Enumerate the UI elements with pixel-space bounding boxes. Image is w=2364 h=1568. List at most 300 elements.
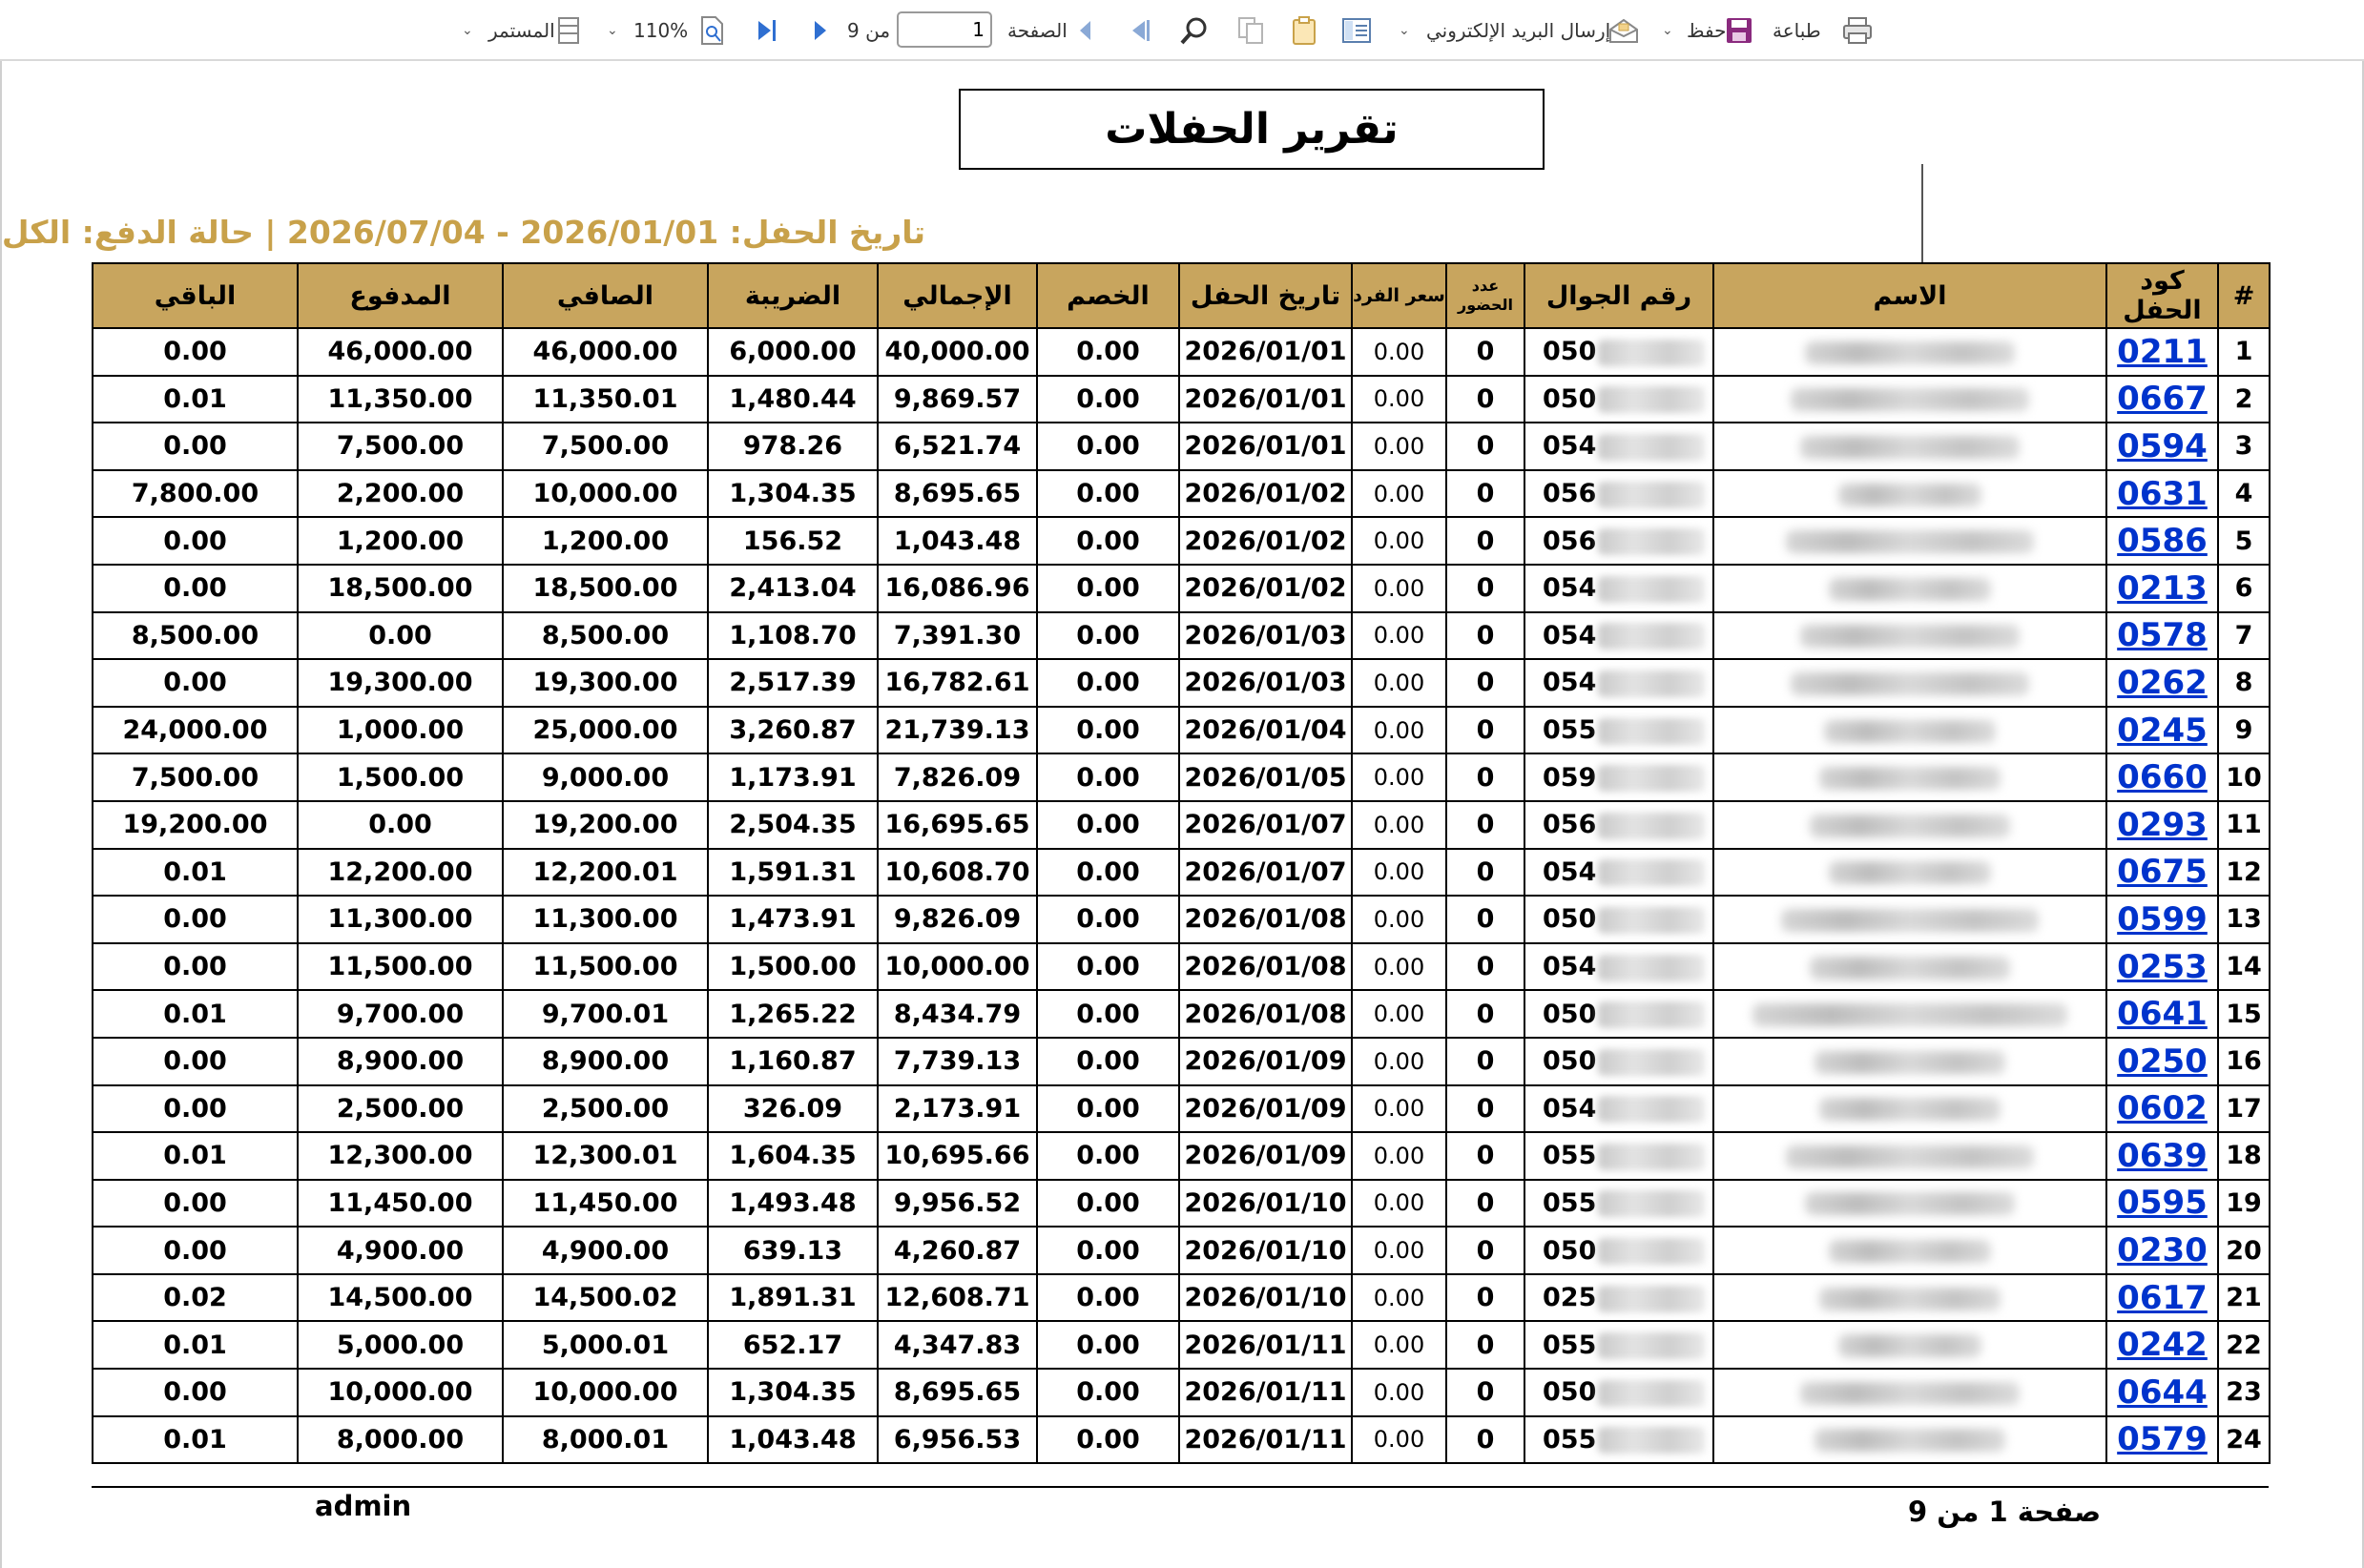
tax-amount-cell: 156.52 <box>708 517 878 565</box>
party-date-cell: 2026/01/07 <box>1179 801 1352 849</box>
total-amount-cell: 7,391.30 <box>878 612 1037 660</box>
net-amount-cell: 9,700.01 <box>503 990 708 1038</box>
party-code-link-cell[interactable] <box>2106 896 2218 943</box>
net-amount-cell: 12,300.01 <box>503 1132 708 1180</box>
redacted-name-blur <box>1819 1098 2001 1121</box>
total-amount-cell: 1,043.48 <box>878 517 1037 565</box>
page-label: الصفحة <box>1007 19 1068 42</box>
party-code-link-cell[interactable] <box>2106 376 2218 423</box>
party-code-link[interactable]: 0579 <box>2117 1420 2208 1459</box>
party-code-link[interactable]: 0644 <box>2117 1372 2208 1412</box>
customer-name-redacted-cell <box>1713 565 2106 612</box>
total-amount-cell: 10,000.00 <box>878 943 1037 991</box>
table-row <box>93 801 2270 849</box>
attendance-count-cell: 0 <box>1446 612 1524 660</box>
discount-cell: 0.00 <box>1037 470 1179 518</box>
row-number-cell: 9 <box>2218 707 2270 754</box>
total-amount-cell: 21,739.13 <box>878 707 1037 754</box>
party-code-link-cell[interactable] <box>2106 1369 2218 1416</box>
tax-amount-cell: 1,480.44 <box>708 376 878 423</box>
row-number-cell: 4 <box>2218 470 2270 518</box>
row-number-cell: 19 <box>2218 1180 2270 1228</box>
phone-number-cell <box>1524 1416 1713 1464</box>
phone-number-cell <box>1524 1085 1713 1133</box>
customer-name-redacted-cell <box>1713 753 2106 801</box>
party-code-link[interactable]: 0578 <box>2117 616 2208 655</box>
table-row <box>93 1085 2270 1133</box>
table-row <box>93 517 2270 565</box>
tax-amount-cell: 1,160.87 <box>708 1038 878 1085</box>
table-row <box>93 1321 2270 1369</box>
redacted-name-blur <box>1805 1192 2015 1215</box>
redacted-phone-blur <box>1598 718 1705 745</box>
phone-prefix: 056 <box>1543 526 1597 556</box>
toggle-sidebar-icon[interactable] <box>1341 0 1372 61</box>
redacted-phone-blur <box>1598 1380 1705 1407</box>
party-code-link[interactable]: 0639 <box>2117 1136 2208 1175</box>
party-code-link-cell[interactable] <box>2106 1180 2218 1228</box>
unit-price-cell: 0.00 <box>1352 470 1446 518</box>
party-code-link-cell[interactable] <box>2106 517 2218 565</box>
redacted-name-blur <box>1838 484 1981 506</box>
redacted-phone-blur <box>1598 1001 1705 1028</box>
tax-amount-cell: 2,413.04 <box>708 565 878 612</box>
redacted-phone-blur <box>1598 623 1705 650</box>
tax-amount-cell: 2,517.39 <box>708 659 878 707</box>
discount-cell: 0.00 <box>1037 612 1179 660</box>
party-code-link[interactable]: 0675 <box>2117 853 2208 892</box>
party-date-cell: 2026/01/02 <box>1179 470 1352 518</box>
phone-number-cell <box>1524 1321 1713 1369</box>
redacted-name-blur <box>1814 1051 2005 1074</box>
table-row <box>93 896 2270 943</box>
party-code-link[interactable]: 0594 <box>2117 426 2208 465</box>
party-code-link-cell[interactable] <box>2106 1274 2218 1322</box>
email-dropdown-chevron-icon[interactable]: ⌄ <box>1399 23 1410 38</box>
customer-name-redacted-cell <box>1713 376 2106 423</box>
party-code-link-cell[interactable] <box>2106 612 2218 660</box>
unit-price-cell: 0.00 <box>1352 423 1446 470</box>
total-amount-cell: 4,260.87 <box>878 1227 1037 1274</box>
unit-price-cell: 0.00 <box>1352 1369 1446 1416</box>
unit-price-cell: 0.00 <box>1352 1085 1446 1133</box>
unit-price-cell: 0.00 <box>1352 849 1446 897</box>
unit-price-cell: 0.00 <box>1352 612 1446 660</box>
redacted-phone-blur <box>1598 576 1705 603</box>
attendance-count-cell: 0 <box>1446 376 1524 423</box>
save-button[interactable]: حفظ <box>1687 19 1727 42</box>
net-amount-cell: 8,900.00 <box>503 1038 708 1085</box>
phone-prefix: 025 <box>1543 1283 1597 1313</box>
phone-prefix: 059 <box>1543 762 1597 793</box>
row-number-cell: 2 <box>2218 376 2270 423</box>
discount-cell: 0.00 <box>1037 517 1179 565</box>
row-number-cell: 11 <box>2218 801 2270 849</box>
customer-name-redacted-cell <box>1713 990 2106 1038</box>
phone-prefix: 055 <box>1543 1330 1597 1360</box>
phone-prefix: 054 <box>1543 952 1597 982</box>
attendance-count-cell: 0 <box>1446 849 1524 897</box>
net-amount-cell: 2,500.00 <box>503 1085 708 1133</box>
phone-number-cell <box>1524 423 1713 470</box>
attendance-count-cell: 0 <box>1446 896 1524 943</box>
header-total: الإجمالي <box>878 263 1037 328</box>
phone-number-cell <box>1524 801 1713 849</box>
party-date-cell: 2026/01/09 <box>1179 1085 1352 1133</box>
party-code-link[interactable]: 0211 <box>2117 332 2208 371</box>
total-amount-cell: 16,782.61 <box>878 659 1037 707</box>
zoom-level-select[interactable]: 110% <box>633 19 689 42</box>
party-code-link-cell[interactable] <box>2106 1038 2218 1085</box>
redacted-phone-blur <box>1598 386 1705 413</box>
unit-price-cell: 0.00 <box>1352 896 1446 943</box>
copy-icon[interactable] <box>1236 0 1265 61</box>
remaining-amount-cell: 0.00 <box>93 517 298 565</box>
unit-price-cell: 0.00 <box>1352 753 1446 801</box>
header-net: الصافي <box>503 263 708 328</box>
header-date: تاريخ الحفل <box>1179 263 1352 328</box>
row-number-cell: 8 <box>2218 659 2270 707</box>
party-code-link-cell[interactable] <box>2106 1227 2218 1274</box>
phone-prefix: 055 <box>1543 1141 1597 1171</box>
table-body <box>93 328 2270 1463</box>
redacted-phone-blur <box>1598 1096 1705 1123</box>
page-view-icon[interactable] <box>556 0 581 61</box>
phone-prefix: 056 <box>1543 810 1597 840</box>
redacted-phone-blur <box>1598 1049 1705 1076</box>
customer-name-redacted-cell <box>1713 849 2106 897</box>
party-code-link[interactable]: 0602 <box>2117 1089 2208 1128</box>
unit-price-cell: 0.00 <box>1352 1321 1446 1369</box>
page-number-input[interactable] <box>897 11 992 48</box>
party-code-link-cell[interactable] <box>2106 753 2218 801</box>
attendance-count-cell: 0 <box>1446 1180 1524 1228</box>
table-row <box>93 565 2270 612</box>
redacted-name-blur <box>1814 1429 2005 1452</box>
attendance-count-cell: 0 <box>1446 659 1524 707</box>
tax-amount-cell: 1,043.48 <box>708 1416 878 1464</box>
save-dropdown-chevron-icon[interactable]: ⌄ <box>1662 23 1673 38</box>
party-code-link-cell[interactable] <box>2106 707 2218 754</box>
remaining-amount-cell: 0.00 <box>93 896 298 943</box>
attendance-count-cell: 0 <box>1446 470 1524 518</box>
table-row <box>93 753 2270 801</box>
redacted-name-blur <box>1810 957 2010 980</box>
row-number-cell: 20 <box>2218 1227 2270 1274</box>
party-code-link[interactable]: 0213 <box>2117 568 2208 608</box>
party-code-link[interactable]: 0660 <box>2117 758 2208 797</box>
party-code-link-cell[interactable] <box>2106 801 2218 849</box>
table-row <box>93 376 2270 423</box>
header-unit-price: سعر الفرد <box>1352 263 1446 328</box>
phone-number-cell <box>1524 470 1713 518</box>
header-tax: الضريبة <box>708 263 878 328</box>
unit-price-cell: 0.00 <box>1352 328 1446 376</box>
page-count-label: من 9 <box>847 19 891 42</box>
phone-number-cell <box>1524 328 1713 376</box>
redacted-name-blur <box>1786 530 2034 553</box>
total-amount-cell: 16,086.96 <box>878 565 1037 612</box>
discount-cell: 0.00 <box>1037 1180 1179 1228</box>
net-amount-cell: 14,500.02 <box>503 1274 708 1322</box>
table-row <box>93 659 2270 707</box>
first-page-icon[interactable] <box>1128 0 1152 61</box>
report-filter-summary: تاريخ الحفل: 2026/01/01 - 2026/07/04 | حالة الدفع: الكل <box>1 214 925 251</box>
party-code-link-cell[interactable] <box>2106 328 2218 376</box>
header-phone: رقم الجوال <box>1524 263 1713 328</box>
tax-amount-cell: 326.09 <box>708 1085 878 1133</box>
party-code-link-cell[interactable] <box>2106 659 2218 707</box>
party-date-cell: 2026/01/11 <box>1179 1369 1352 1416</box>
party-code-link[interactable]: 0262 <box>2117 663 2208 702</box>
remaining-amount-cell: 0.02 <box>93 1274 298 1322</box>
remaining-amount-cell: 0.00 <box>93 1369 298 1416</box>
discount-cell: 0.00 <box>1037 1132 1179 1180</box>
party-code-link[interactable]: 0586 <box>2117 522 2208 561</box>
table-row <box>93 1369 2270 1416</box>
redacted-name-blur <box>1829 861 1991 884</box>
party-date-cell: 2026/01/08 <box>1179 943 1352 991</box>
party-code-link-cell[interactable] <box>2106 1132 2218 1180</box>
discount-cell: 0.00 <box>1037 1321 1179 1369</box>
tax-amount-cell: 1,493.48 <box>708 1180 878 1228</box>
paid-amount-cell: 11,450.00 <box>298 1180 503 1228</box>
phone-number-cell <box>1524 707 1713 754</box>
customer-name-redacted-cell <box>1713 1132 2106 1180</box>
tax-amount-cell: 3,260.87 <box>708 707 878 754</box>
total-amount-cell: 4,347.83 <box>878 1321 1037 1369</box>
attendance-count-cell: 0 <box>1446 1227 1524 1274</box>
attendance-count-cell: 0 <box>1446 517 1524 565</box>
remaining-amount-cell: 0.00 <box>93 1038 298 1085</box>
party-date-cell: 2026/01/01 <box>1179 328 1352 376</box>
net-amount-cell: 1,200.00 <box>503 517 708 565</box>
party-code-link[interactable]: 0599 <box>2117 899 2208 939</box>
remaining-amount-cell: 0.00 <box>93 659 298 707</box>
total-amount-cell: 12,608.71 <box>878 1274 1037 1322</box>
attendance-count-cell: 0 <box>1446 1038 1524 1085</box>
party-code-link[interactable]: 0641 <box>2117 995 2208 1034</box>
phone-prefix: 050 <box>1543 1046 1597 1077</box>
customer-name-redacted-cell <box>1713 1416 2106 1464</box>
party-date-cell: 2026/01/02 <box>1179 565 1352 612</box>
table-row <box>93 849 2270 897</box>
net-amount-cell: 11,500.00 <box>503 943 708 991</box>
party-code-link-cell[interactable] <box>2106 1416 2218 1464</box>
party-code-link[interactable]: 0595 <box>2117 1184 2208 1223</box>
party-code-link-cell[interactable] <box>2106 943 2218 991</box>
email-icon[interactable] <box>1607 0 1640 61</box>
redacted-phone-blur <box>1598 813 1705 839</box>
redacted-name-blur <box>1786 1145 2034 1168</box>
customer-name-redacted-cell <box>1713 1085 2106 1133</box>
party-code-link-cell[interactable] <box>2106 990 2218 1038</box>
tax-amount-cell: 1,265.22 <box>708 990 878 1038</box>
attendance-count-cell: 0 <box>1446 565 1524 612</box>
tax-amount-cell: 639.13 <box>708 1227 878 1274</box>
remaining-amount-cell: 24,000.00 <box>93 707 298 754</box>
report-title: تقرير الحفلات <box>959 89 1545 170</box>
discount-cell: 0.00 <box>1037 943 1179 991</box>
redacted-name-blur <box>1829 1240 1991 1263</box>
paste-icon[interactable] <box>1291 0 1317 61</box>
unit-price-cell: 0.00 <box>1352 376 1446 423</box>
paid-amount-cell: 11,350.00 <box>298 376 503 423</box>
header-name: الاسم <box>1713 263 2106 328</box>
party-code-link-cell[interactable] <box>2106 470 2218 518</box>
remaining-amount-cell: 0.01 <box>93 1416 298 1464</box>
customer-name-redacted-cell <box>1713 896 2106 943</box>
party-date-cell: 2026/01/03 <box>1179 612 1352 660</box>
tax-amount-cell: 1,891.31 <box>708 1274 878 1322</box>
discount-cell: 0.00 <box>1037 565 1179 612</box>
party-code-link-cell[interactable] <box>2106 1321 2218 1369</box>
table-row <box>93 1180 2270 1228</box>
row-number-cell: 13 <box>2218 896 2270 943</box>
header-code: كود الحفل <box>2106 263 2218 328</box>
table-row <box>93 707 2270 754</box>
phone-prefix: 050 <box>1543 1235 1597 1266</box>
header-num: # <box>2218 263 2270 328</box>
paid-amount-cell: 1,000.00 <box>298 707 503 754</box>
net-amount-cell: 4,900.00 <box>503 1227 708 1274</box>
party-date-cell: 2026/01/08 <box>1179 896 1352 943</box>
next-page-icon[interactable] <box>811 0 830 61</box>
redacted-phone-blur <box>1598 859 1705 886</box>
party-code-link-cell[interactable] <box>2106 565 2218 612</box>
party-code-link[interactable]: 0253 <box>2117 947 2208 986</box>
total-amount-cell: 9,869.57 <box>878 376 1037 423</box>
view-mode-select[interactable]: المستمر <box>488 19 555 42</box>
table-row <box>93 328 2270 376</box>
paid-amount-cell: 4,900.00 <box>298 1227 503 1274</box>
discount-cell: 0.00 <box>1037 1038 1179 1085</box>
footer-username: admin <box>315 1490 412 1522</box>
total-amount-cell: 6,956.53 <box>878 1416 1037 1464</box>
party-code-link[interactable]: 0293 <box>2117 805 2208 844</box>
tax-amount-cell: 1,604.35 <box>708 1132 878 1180</box>
discount-cell: 0.00 <box>1037 376 1179 423</box>
row-number-cell: 16 <box>2218 1038 2270 1085</box>
party-date-cell: 2026/01/07 <box>1179 849 1352 897</box>
header-discount: الخصم <box>1037 263 1179 328</box>
paid-amount-cell: 11,300.00 <box>298 896 503 943</box>
phone-number-cell <box>1524 943 1713 991</box>
zoom-dropdown-chevron-icon[interactable]: ⌄ <box>607 23 618 38</box>
party-code-link-cell[interactable] <box>2106 849 2218 897</box>
party-date-cell: 2026/01/09 <box>1179 1038 1352 1085</box>
phone-number-cell <box>1524 517 1713 565</box>
party-date-cell: 2026/01/03 <box>1179 659 1352 707</box>
paid-amount-cell: 8,000.00 <box>298 1416 503 1464</box>
redacted-phone-blur <box>1598 907 1705 934</box>
header-remaining: الباقي <box>93 263 298 328</box>
customer-name-redacted-cell <box>1713 517 2106 565</box>
net-amount-cell: 5,000.01 <box>503 1321 708 1369</box>
search-icon[interactable] <box>1179 0 1210 61</box>
phone-number-cell <box>1524 376 1713 423</box>
redacted-phone-blur <box>1598 482 1705 508</box>
tax-amount-cell: 2,504.35 <box>708 801 878 849</box>
phone-prefix: 054 <box>1543 668 1597 698</box>
attendance-count-cell: 0 <box>1446 1416 1524 1464</box>
redacted-phone-blur <box>1598 1144 1705 1170</box>
send-email-button[interactable]: إرسال البريد الإلكتروني <box>1426 19 1611 42</box>
unit-price-cell: 0.00 <box>1352 943 1446 991</box>
unit-price-cell: 0.00 <box>1352 990 1446 1038</box>
party-code-link-cell[interactable] <box>2106 1085 2218 1133</box>
table-row <box>93 990 2270 1038</box>
party-code-link[interactable]: 0617 <box>2117 1278 2208 1317</box>
customer-name-redacted-cell <box>1713 1227 2106 1274</box>
report-viewer-toolbar <box>0 0 2364 61</box>
total-amount-cell: 7,739.13 <box>878 1038 1037 1085</box>
previous-page-icon[interactable] <box>1076 0 1095 61</box>
paid-amount-cell: 12,200.00 <box>298 849 503 897</box>
paid-amount-cell: 2,200.00 <box>298 470 503 518</box>
phone-prefix: 054 <box>1543 431 1597 462</box>
paid-amount-cell: 5,000.00 <box>298 1321 503 1369</box>
redacted-name-blur <box>1781 909 2039 932</box>
customer-name-redacted-cell <box>1713 328 2106 376</box>
zoom-icon[interactable] <box>699 0 726 61</box>
attendance-count-cell: 0 <box>1446 990 1524 1038</box>
party-code-link[interactable]: 0230 <box>2117 1231 2208 1270</box>
view-mode-dropdown-chevron-icon[interactable]: ⌄ <box>462 23 473 38</box>
header-paid: المدفوع <box>298 263 503 328</box>
total-amount-cell: 8,695.65 <box>878 470 1037 518</box>
phone-number-cell <box>1524 612 1713 660</box>
remaining-amount-cell: 19,200.00 <box>93 801 298 849</box>
remaining-amount-cell: 7,500.00 <box>93 753 298 801</box>
phone-prefix: 050 <box>1543 337 1597 367</box>
phone-prefix: 054 <box>1543 620 1597 650</box>
row-number-cell: 12 <box>2218 849 2270 897</box>
redacted-name-blur <box>1819 1288 2001 1310</box>
party-code-link[interactable]: 0631 <box>2117 474 2208 513</box>
party-code-link[interactable]: 0245 <box>2117 711 2208 750</box>
party-code-link[interactable]: 0667 <box>2117 380 2208 419</box>
attendance-count-cell: 0 <box>1446 1369 1524 1416</box>
net-amount-cell: 11,450.00 <box>503 1180 708 1228</box>
phone-number-cell <box>1524 990 1713 1038</box>
discount-cell: 0.00 <box>1037 328 1179 376</box>
row-number-cell: 14 <box>2218 943 2270 991</box>
redacted-phone-blur <box>1598 434 1705 461</box>
last-page-icon[interactable] <box>756 0 780 61</box>
remaining-amount-cell: 0.00 <box>93 565 298 612</box>
print-button[interactable]: طباعة <box>1773 19 1821 42</box>
attendance-count-cell: 0 <box>1446 753 1524 801</box>
table-row <box>93 1416 2270 1464</box>
redacted-phone-blur <box>1598 528 1705 555</box>
table-row <box>93 1227 2270 1274</box>
party-code-link[interactable]: 0250 <box>2117 1042 2208 1081</box>
tax-amount-cell: 1,500.00 <box>708 943 878 991</box>
save-icon[interactable] <box>1725 0 1753 61</box>
party-code-link[interactable]: 0242 <box>2117 1326 2208 1365</box>
party-code-link-cell[interactable] <box>2106 423 2218 470</box>
unit-price-cell: 0.00 <box>1352 1227 1446 1274</box>
row-number-cell: 1 <box>2218 328 2270 376</box>
attendance-count-cell: 0 <box>1446 1132 1524 1180</box>
net-amount-cell: 9,000.00 <box>503 753 708 801</box>
print-icon[interactable] <box>1841 0 1874 61</box>
phone-prefix: 050 <box>1543 383 1597 414</box>
row-number-cell: 18 <box>2218 1132 2270 1180</box>
phone-prefix: 054 <box>1543 1093 1597 1124</box>
paid-amount-cell: 18,500.00 <box>298 565 503 612</box>
